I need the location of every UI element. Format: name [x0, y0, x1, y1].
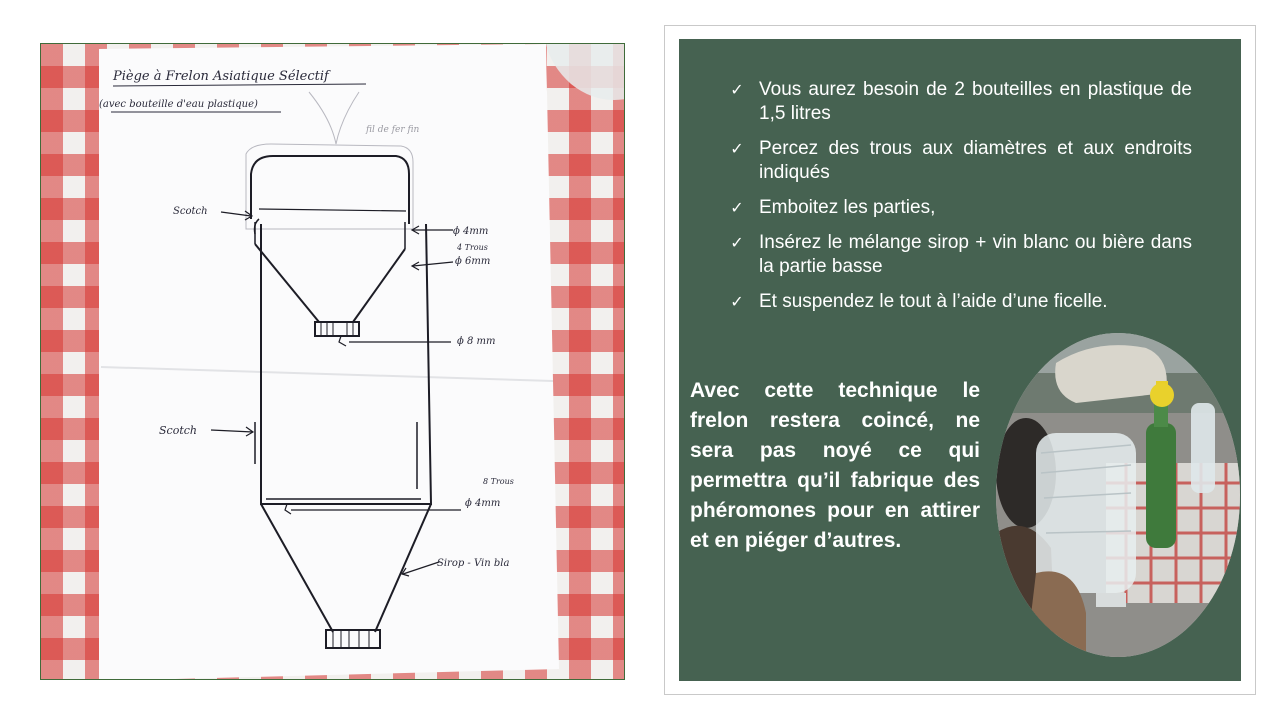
check-icon: ✓: [730, 80, 744, 99]
sketch-title: Piège à Frelon Asiatique Sélectif: [113, 69, 329, 84]
instruction-text: Percez des trous aux diamètres et aux endroits indiqués: [759, 138, 1192, 183]
instruction-text: Vous aurez besoin de 2 bouteilles en plastique de 1,5 litres: [759, 79, 1192, 124]
trap-photo-illustration: [996, 333, 1240, 657]
label-wire: fil de fer fin: [366, 125, 420, 135]
trap-photo: [996, 333, 1240, 657]
sketch-photo: [40, 43, 625, 680]
instruction-item: [727, 196, 1192, 220]
instruction-text: Emboitez les parties,: [759, 197, 936, 218]
check-icon: ✓: [730, 233, 744, 252]
technique-note: Avec cette technique le frelon restera coincé, ne sera pas noyé ce qui permettra qu’il fabrique des phéromones pour en attirer et en piéger d’autres.: [690, 379, 980, 552]
sketch-subtitle: (avec bouteille d'eau plastique): [99, 99, 258, 110]
instruction-text: Et suspendez le tout à l’aide d’une ficelle.: [759, 291, 1108, 312]
instruction-item: [727, 290, 1192, 314]
instruction-item: [727, 78, 1192, 126]
label-sirop: Sirop - Vin bla: [437, 558, 510, 569]
check-icon: ✓: [730, 198, 744, 217]
instruction-text: Insérez le mélange sirop + vin blanc ou bière dans la partie basse: [759, 232, 1192, 277]
label-scotch-top: Scotch: [173, 206, 208, 217]
label-hole-6mm: ϕ 6mm: [455, 256, 491, 267]
plastic-wrap: [546, 44, 625, 100]
instruction-item: [727, 137, 1192, 185]
instruction-item: [727, 231, 1192, 279]
label-trous-top: 4 Trous: [457, 243, 488, 252]
check-icon: ✓: [730, 292, 744, 311]
label-hole-4mm-top: ϕ 4mm: [453, 226, 489, 237]
instructions-list: [727, 78, 1192, 325]
label-trous-bottom: 8 Trous: [483, 477, 514, 486]
label-scotch-mid: Scotch: [159, 424, 197, 437]
check-icon: ✓: [730, 139, 744, 158]
label-hole-4mm-bottom: ϕ 4mm: [465, 498, 501, 509]
paper-sheet: [99, 44, 559, 680]
sketch-drawing: [41, 44, 625, 680]
label-hole-8mm: ϕ 8 mm: [457, 336, 496, 347]
